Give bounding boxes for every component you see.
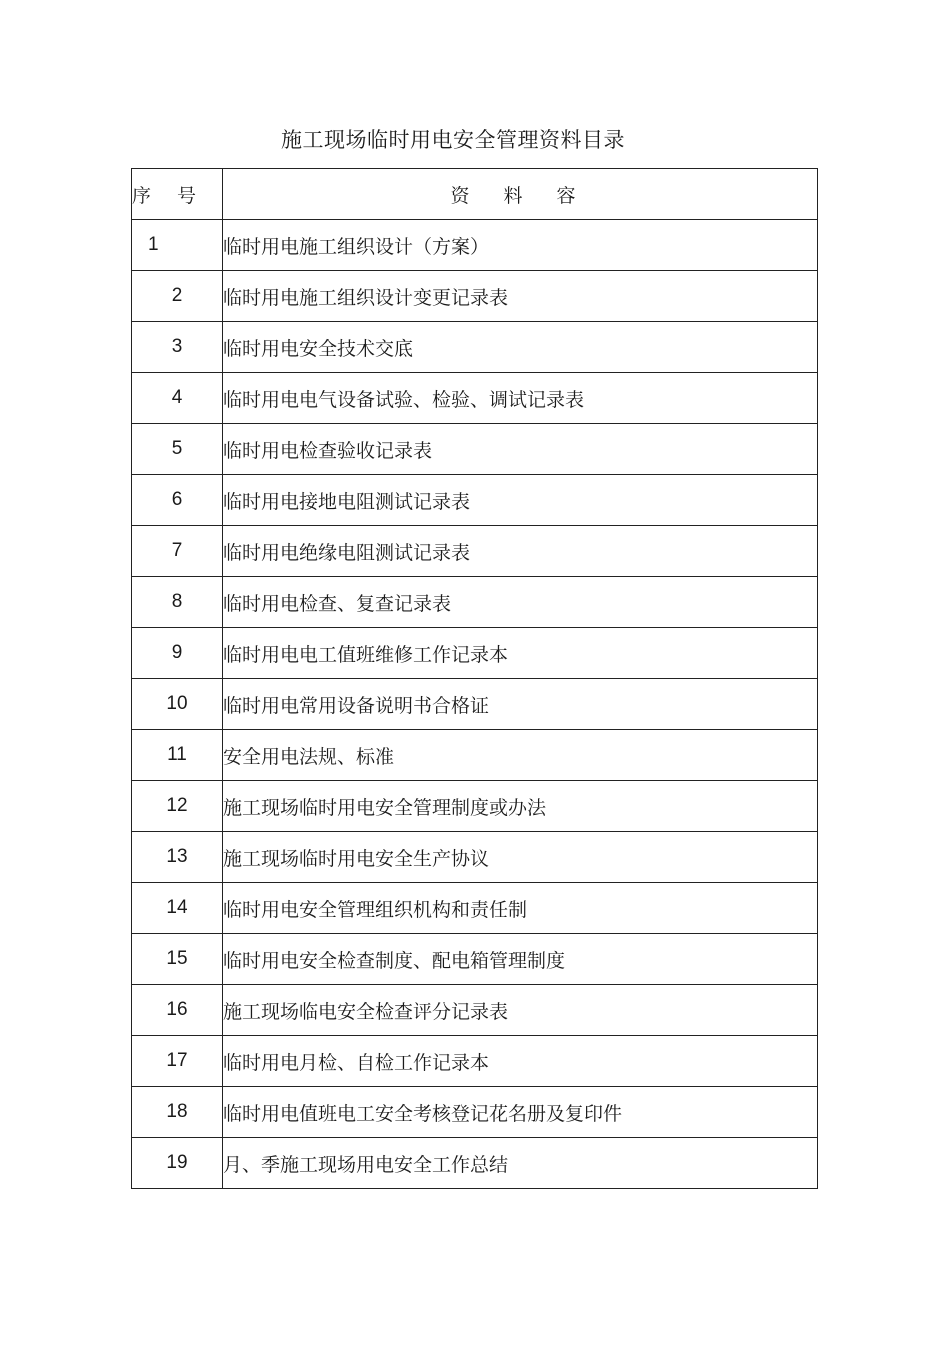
page-title: 施工现场临时用电安全管理资料目录: [281, 128, 625, 152]
row-number: 15: [132, 934, 223, 985]
table-row: [132, 1138, 818, 1189]
row-content: 施工现场临时用电安全生产协议: [223, 832, 818, 883]
row-number: 2: [132, 271, 223, 322]
table-header-row: [132, 169, 818, 220]
row-content: 临时用电月检、自检工作记录本: [223, 1036, 818, 1087]
catalog-table: [131, 168, 818, 1189]
row-content: 施工现场临电安全检查评分记录表: [223, 985, 818, 1036]
row-number: 14: [132, 883, 223, 934]
row-content: 安全用电法规、标准: [223, 730, 818, 781]
table-row: [132, 322, 818, 373]
table-row: [132, 832, 818, 883]
row-content: 临时用电值班电工安全考核登记花名册及复印件: [223, 1087, 818, 1138]
row-content: 临时用电绝缘电阻测试记录表: [223, 526, 818, 577]
row-number: 13: [132, 832, 223, 883]
row-number: 9: [132, 628, 223, 679]
table-row: [132, 730, 818, 781]
row-content: 临时用电施工组织设计变更记录表: [223, 271, 818, 322]
row-content: 临时用电检查、复查记录表: [223, 577, 818, 628]
row-content: 施工现场临时用电安全管理制度或办法: [223, 781, 818, 832]
row-number: 10: [132, 679, 223, 730]
row-number: 5: [132, 424, 223, 475]
table-row: [132, 628, 818, 679]
row-number: 4: [132, 373, 223, 424]
row-number: 11: [132, 730, 223, 781]
row-content: 临时用电电气设备试验、检验、调试记录表: [223, 373, 818, 424]
row-number: 1: [132, 220, 223, 271]
row-content: 临时用电检查验收记录表: [223, 424, 818, 475]
row-content: 临时用电接地电阻测试记录表: [223, 475, 818, 526]
table-row: [132, 934, 818, 985]
table-row: [132, 271, 818, 322]
row-number: 16: [132, 985, 223, 1036]
table-row: [132, 220, 818, 271]
table-row: [132, 526, 818, 577]
row-number: 6: [132, 475, 223, 526]
row-content: 临时用电常用设备说明书合格证: [223, 679, 818, 730]
header-content: 资 料 容: [223, 169, 818, 220]
table-row: [132, 424, 818, 475]
table-row: [132, 1036, 818, 1087]
table-row: [132, 985, 818, 1036]
row-number: 19: [132, 1138, 223, 1189]
row-number: 17: [132, 1036, 223, 1087]
row-number: 3: [132, 322, 223, 373]
table-row: [132, 373, 818, 424]
row-content: 临时用电电工值班维修工作记录本: [223, 628, 818, 679]
table-row: [132, 679, 818, 730]
table-row: [132, 1087, 818, 1138]
row-content: 临时用电安全管理组织机构和责任制: [223, 883, 818, 934]
row-number: 7: [132, 526, 223, 577]
table-row: [132, 781, 818, 832]
table-row: [132, 577, 818, 628]
header-seq: 序 号: [132, 169, 223, 220]
row-content: 月、季施工现场用电安全工作总结: [223, 1138, 818, 1189]
table-row: [132, 475, 818, 526]
row-content: 临时用电安全检查制度、配电箱管理制度: [223, 934, 818, 985]
row-number: 12: [132, 781, 223, 832]
row-number: 18: [132, 1087, 223, 1138]
row-number: 8: [132, 577, 223, 628]
row-content: 临时用电安全技术交底: [223, 322, 818, 373]
row-content: 临时用电施工组织设计（方案）: [223, 220, 818, 271]
table-row: [132, 883, 818, 934]
